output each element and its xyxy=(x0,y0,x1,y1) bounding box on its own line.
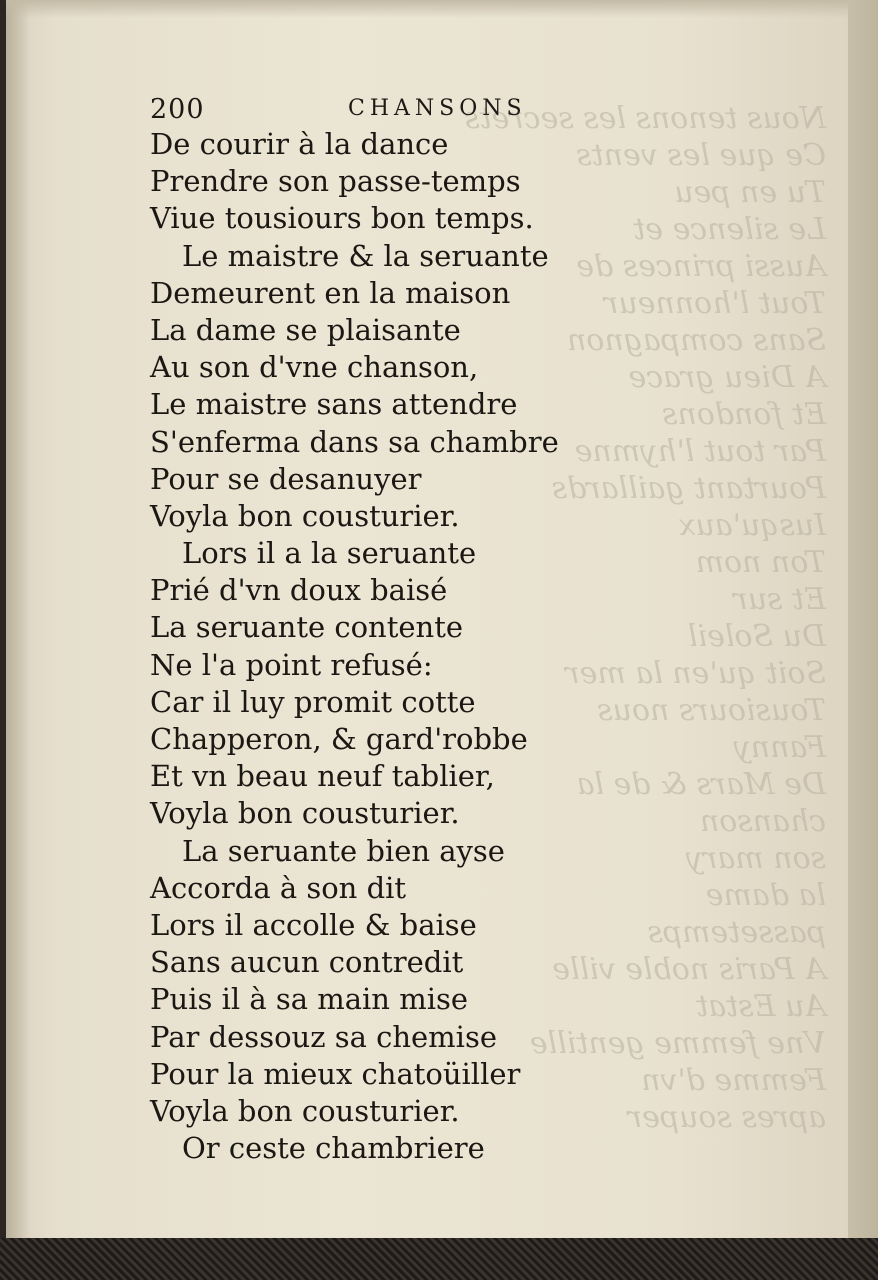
text-line: Ne l'a point refusé: xyxy=(150,647,433,682)
text-line: Accorda à son dit xyxy=(150,870,407,905)
text-line: Car il luy promit cotte xyxy=(150,684,476,719)
text-line: Demeurent en la maison xyxy=(150,275,511,310)
text-line: Par dessouz sa chemise xyxy=(150,1019,497,1054)
text-line: Prié d'vn doux baisé xyxy=(150,573,448,608)
text-line: Lors il accolle & baise xyxy=(150,907,477,942)
text-line: Voyla bon cousturier. xyxy=(150,796,460,831)
page-header xyxy=(150,94,570,130)
text-line: Viue tousiours bon temps. xyxy=(150,201,534,236)
text-line: Au son d'vne chanson, xyxy=(150,350,479,385)
poem-text xyxy=(150,126,580,1167)
text-line: Le maistre & la seruante xyxy=(182,238,549,273)
text-line: Et vn beau neuf tablier, xyxy=(150,759,495,794)
background-cloth xyxy=(0,1238,878,1280)
text-line: Lors il a la seruante xyxy=(182,536,477,571)
text-line: Voyla bon cousturier. xyxy=(150,498,460,533)
text-line: La dame se plaisante xyxy=(150,312,461,347)
text-line: S'enferma dans sa chambre xyxy=(150,424,559,459)
text-line: La seruante bien ayse xyxy=(182,833,505,868)
text-line: Chapperon, & gard'robbe xyxy=(150,722,528,756)
text-line: Or ceste chambriere xyxy=(182,1131,485,1166)
running-head: CHANSONS xyxy=(348,96,527,121)
text-line: La seruante contente xyxy=(150,610,464,645)
text-line: Sans aucun contredit xyxy=(150,945,464,980)
page-edge-shadow-left xyxy=(6,0,30,1262)
text-line: Puis il à sa main mise xyxy=(150,982,469,1017)
book-page xyxy=(6,0,850,1262)
page-edge-shadow-top xyxy=(6,0,848,18)
text-line: Voyla bon cousturier. xyxy=(150,1093,460,1128)
page-number: 200 xyxy=(150,94,205,125)
text-line: Prendre son passe-temps xyxy=(150,164,521,199)
show-through-text: Nous tenons les secrets Ce que les vents Tu en peu Le silence et Aussi princes de Tout l'honneur Sans compagnon A Dieu grace Et fondons Par tout l'hymne Pourtant gaillards Iusqu'aux Ton nom Et sur Du Soleil Soit qu'en la mer Tousiours nous Fanny De Mars & de la chanson son mary la dame passetemps A Paris noble ville Au Estat Vne femme gentille Femme d'vn apres souper xyxy=(464,101,826,1135)
text-line: Pour se desanuyer xyxy=(150,461,422,496)
text-line: Pour la mieux chatoüiller xyxy=(150,1056,521,1091)
text-line: De courir à la dance xyxy=(150,127,449,161)
facing-page-edge xyxy=(848,0,878,1262)
text-line: Le maistre sans attendre xyxy=(150,387,518,422)
